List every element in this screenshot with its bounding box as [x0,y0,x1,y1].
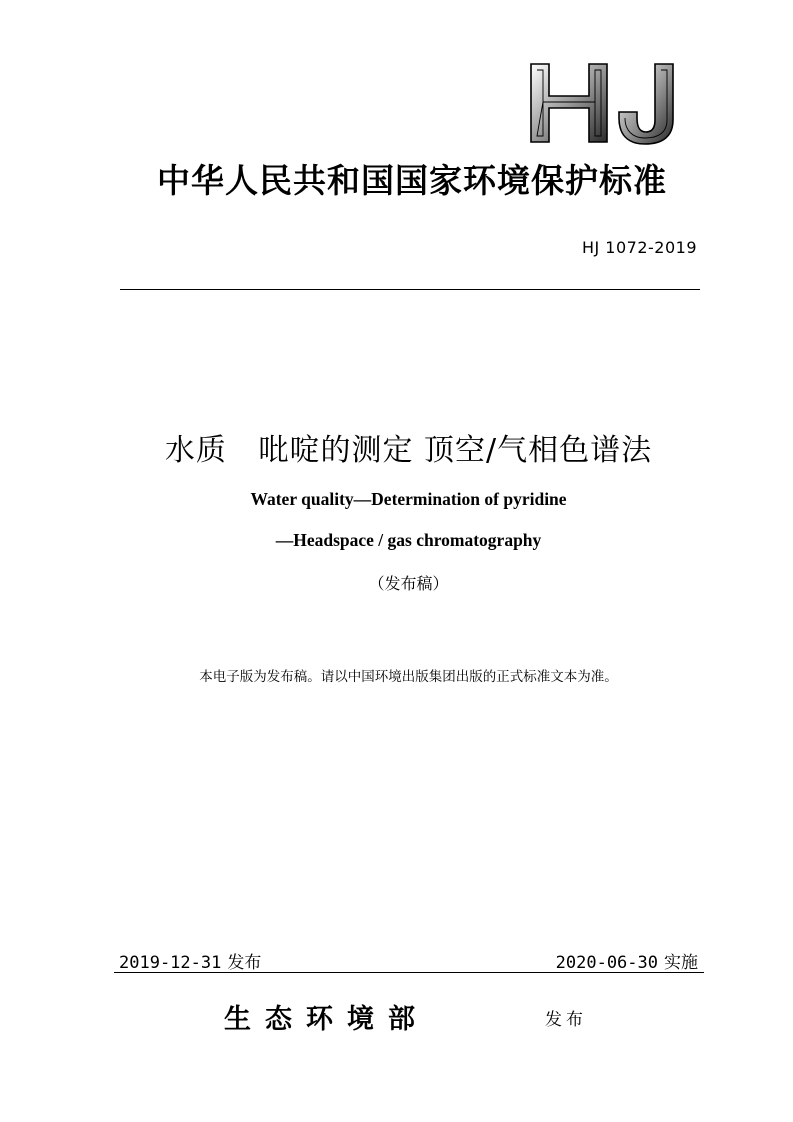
issuer-name: 生态环境部 [224,1004,429,1035]
organization-title: 中华人民共和国国家环境保护标准 [157,161,667,200]
notice-text: 本电子版为发布稿。请以中国环境出版集团出版的正式标准文本为准。 [199,669,618,685]
hj-logo [527,58,682,150]
english-title-line2: —Headspace / gas chromatography [275,530,542,550]
issue-label: 发布 [227,953,262,973]
hj-logo-graphic [527,58,682,150]
implement-date: 2020-06-30 [555,953,658,973]
bottom-divider [114,972,704,973]
english-title-line1: Water quality—Determination of pyridine [250,489,567,509]
implement-label: 实施 [664,953,698,973]
issuer-label: 发布 [545,1010,587,1030]
implement-date-block [556,948,698,973]
standard-number: HJ 1072-2019 [581,238,697,257]
issue-date-block [119,948,261,973]
draft-label: （发布稿） [368,574,449,593]
top-divider [120,289,700,290]
chinese-title: 水质 吡啶的测定 顶空/气相色谱法 [164,433,653,468]
issue-date: 2019-12-31 [119,953,222,973]
